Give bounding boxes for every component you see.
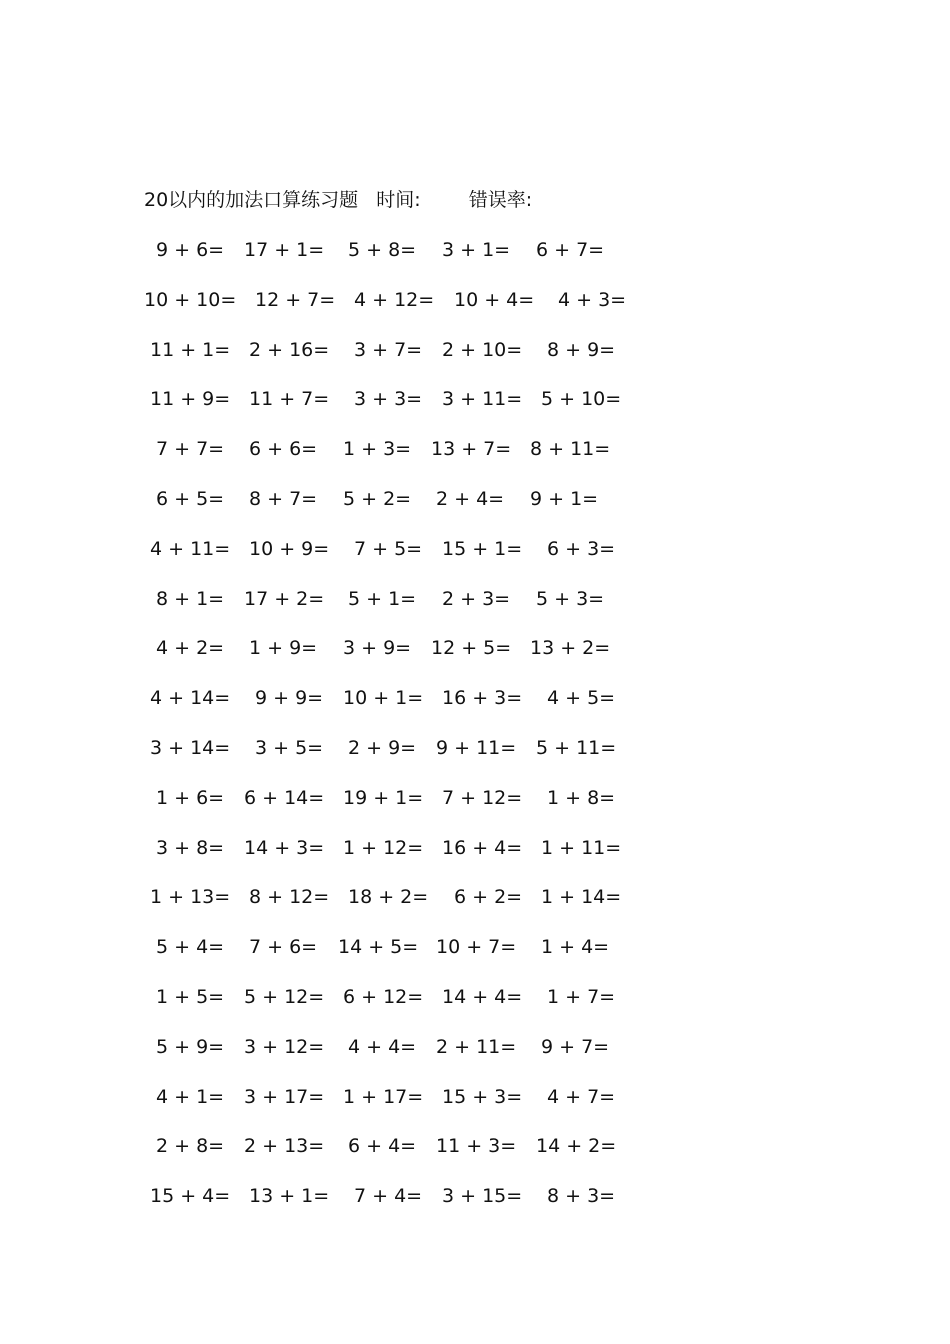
worksheet-title: 20以内的加法口算练习题 [144,189,359,211]
problem-cell: 11 + 9= [150,388,231,411]
problem-cell: 11 + 3= [436,1135,517,1158]
worksheet-header [144,186,532,214]
problem-cell: 1 + 6= [156,786,225,809]
problem-cell: 1 + 14= [541,886,622,909]
time-label: 时间: [376,189,421,211]
problem-cell: 10 + 7= [436,936,517,959]
problem-cell: 5 + 2= [343,487,412,510]
problem-cell: 11 + 1= [150,338,231,361]
problem-cell: 3 + 17= [244,1085,325,1108]
problem-row [0,784,950,834]
problem-cell: 6 + 14= [244,786,325,809]
error-rate-label: 错误率: [468,189,533,211]
problem-cell: 9 + 7= [541,1035,610,1058]
problem-cell: 12 + 7= [255,288,336,311]
problem-cell: 3 + 1= [442,239,511,261]
problem-row [0,535,950,585]
problem-cell: 9 + 1= [530,487,599,510]
problem-row [0,1083,950,1133]
problem-cell: 16 + 3= [442,687,523,710]
problem-cell: 4 + 3= [558,288,627,311]
problem-cell: 6 + 6= [249,438,318,461]
problem-cell: 5 + 1= [348,587,417,610]
problem-row [0,983,950,1033]
problem-cell: 4 + 4= [348,1035,417,1058]
problem-cell: 1 + 3= [343,438,412,461]
problem-cell: 2 + 13= [244,1135,325,1158]
problem-row [0,734,950,784]
problem-cell: 9 + 9= [255,687,324,710]
problem-cell: 4 + 12= [354,288,435,311]
problem-cell: 1 + 4= [541,936,610,959]
problem-cell: 10 + 9= [249,537,330,560]
problem-cell: 7 + 12= [442,786,523,809]
problem-cell: 6 + 5= [156,487,225,510]
problem-cell: 12 + 5= [431,637,512,660]
problem-cell: 13 + 2= [530,637,611,660]
problem-cell: 15 + 3= [442,1085,523,1108]
problem-cell: 4 + 7= [547,1085,616,1108]
problem-cell: 3 + 11= [442,388,523,411]
problem-cell: 13 + 7= [431,438,512,461]
problem-cell: 8 + 11= [530,438,611,461]
problem-cell: 5 + 11= [536,736,617,759]
problem-cell: 2 + 16= [249,338,330,361]
problem-cell: 5 + 12= [244,985,325,1008]
problem-cell: 4 + 5= [547,687,616,710]
problem-cell: 15 + 1= [442,537,523,560]
problem-cell: 1 + 11= [541,836,622,859]
problem-row [0,1182,950,1232]
problem-row [0,883,950,933]
problem-cell: 7 + 6= [249,936,318,959]
problem-cell: 4 + 2= [156,637,225,660]
problem-cell: 6 + 12= [343,985,424,1008]
problem-row [0,1033,950,1083]
problem-cell: 5 + 9= [156,1035,225,1058]
problem-cell: 10 + 1= [343,687,424,710]
problem-cell: 14 + 2= [536,1135,617,1158]
problem-cell: 5 + 10= [541,388,622,411]
problem-cell: 3 + 14= [150,736,231,759]
problem-cell: 3 + 9= [343,637,412,660]
problem-row [0,684,950,734]
problem-cell: 16 + 4= [442,836,523,859]
problem-cell: 3 + 7= [354,338,423,361]
problem-row [0,286,950,336]
problem-cell: 10 + 4= [454,288,535,311]
problem-cell: 7 + 7= [156,438,225,461]
problem-cell: 2 + 4= [436,487,505,510]
problem-cell: 1 + 17= [343,1085,424,1108]
problem-cell: 3 + 3= [354,388,423,411]
problem-cell: 7 + 5= [354,537,423,560]
problem-cell: 3 + 8= [156,836,225,859]
problem-cell: 1 + 7= [547,985,616,1008]
problem-cell: 2 + 9= [348,736,417,759]
problem-row [0,585,950,635]
problem-cell: 14 + 5= [338,936,419,959]
problem-row [0,1132,950,1182]
problem-cell: 15 + 4= [150,1185,231,1208]
problem-cell: 2 + 8= [156,1135,225,1158]
problem-cell: 9 + 6= [156,239,225,261]
problem-grid [0,236,950,1232]
problem-row [0,236,950,286]
problem-cell: 8 + 12= [249,886,330,909]
problem-cell: 11 + 7= [249,388,330,411]
problem-cell: 2 + 10= [442,338,523,361]
problem-cell: 8 + 1= [156,587,225,610]
problem-cell: 18 + 2= [348,886,429,909]
problem-cell: 1 + 5= [156,985,225,1008]
problem-cell: 2 + 3= [442,587,511,610]
problem-cell: 4 + 11= [150,537,231,560]
problem-cell: 3 + 5= [255,736,324,759]
problem-cell: 17 + 1= [244,239,325,261]
problem-cell: 5 + 8= [348,239,417,261]
problem-row [0,485,950,535]
problem-row [0,933,950,983]
problem-cell: 2 + 11= [436,1035,517,1058]
problem-row [0,336,950,386]
problem-row [0,385,950,435]
problem-cell: 1 + 12= [343,836,424,859]
problem-cell: 14 + 4= [442,985,523,1008]
problem-cell: 5 + 3= [536,587,605,610]
problem-cell: 1 + 9= [249,637,318,660]
problem-cell: 6 + 2= [454,886,523,909]
problem-cell: 1 + 13= [150,886,231,909]
problem-cell: 4 + 1= [156,1085,225,1108]
problem-cell: 19 + 1= [343,786,424,809]
problem-cell: 13 + 1= [249,1185,330,1208]
problem-cell: 1 + 8= [547,786,616,809]
problem-cell: 3 + 15= [442,1185,523,1208]
problem-cell: 7 + 4= [354,1185,423,1208]
problem-cell: 9 + 11= [436,736,517,759]
problem-cell: 5 + 4= [156,936,225,959]
problem-cell: 8 + 9= [547,338,616,361]
problem-cell: 8 + 7= [249,487,318,510]
problem-cell: 17 + 2= [244,587,325,610]
problem-cell: 4 + 14= [150,687,231,710]
problem-cell: 6 + 7= [536,239,605,261]
problem-cell: 3 + 12= [244,1035,325,1058]
problem-cell: 6 + 3= [547,537,616,560]
problem-row [0,634,950,684]
problem-cell: 6 + 4= [348,1135,417,1158]
problem-cell: 10 + 10= [144,288,237,311]
problem-cell: 14 + 3= [244,836,325,859]
problem-cell: 8 + 3= [547,1185,616,1208]
problem-row [0,435,950,485]
problem-row [0,834,950,884]
